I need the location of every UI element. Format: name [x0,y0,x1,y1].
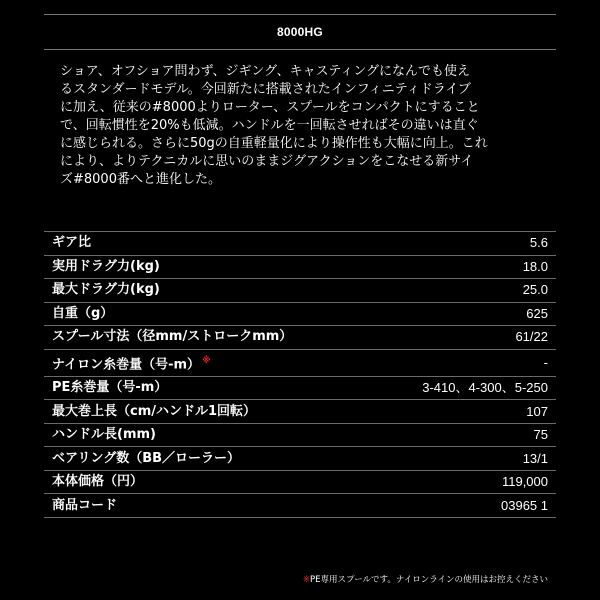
description-line: に加え、従来の#8000よりローター、スプールをコンパクトにすること [60,100,480,115]
footnote [303,573,548,585]
spec-row-nylon-capacity [44,349,556,376]
spec-value: 107 [374,400,556,424]
description-line: に感じられる。さらに50gの自重軽量化により操作性も大幅に向上。これ [60,136,488,151]
description-line: るスタンダードモデル。今回新たに搭載されたインフィニティドライブ [60,82,471,97]
spec-value: 3-410、4-300、5-250 [374,376,556,400]
spec-value: 119,000 [374,470,556,494]
product-description [60,63,550,189]
spec-row-weight [44,302,556,326]
spec-row-retrieve-length [44,400,556,424]
model-header [44,14,556,50]
spec-row-spool-size [44,326,556,350]
spec-row-drag-practical [44,255,556,279]
spec-row-pe-capacity [44,376,556,400]
spec-label: 実用ドラグ力(kg) [44,255,374,279]
spec-label: ナイロン糸巻量（号-m） [52,356,201,372]
spec-row-product-code [44,494,556,518]
spec-label: ベアリング数（BB／ローラー） [44,447,374,471]
spec-table [44,231,556,518]
spec-value: 625 [374,302,556,326]
spec-value: 5.6 [374,232,556,256]
spec-label: スプール寸法（径mm/ストロークmm） [44,326,374,350]
spec-value: 25.0 [374,279,556,303]
footnote-marker: ※ [302,575,310,585]
description-line: ショア、オフショア問わず、ジギング、キャスティングになんでも使え [60,64,471,79]
spec-value: 13/1 [374,447,556,471]
spec-row-handle-length [44,423,556,447]
spec-label: 最大ドラグ力(kg) [44,279,374,303]
spec-label: ギア比 [44,232,374,256]
spec-label: 商品コード [44,494,374,518]
spec-row-gear-ratio [44,232,556,256]
spec-value: 75 [374,423,556,447]
spec-label-cell [44,349,374,376]
spec-label: 自重（g） [44,302,374,326]
description-line: により、よりテクニカルに思いのままジグアクションをこなせる新サイ [60,154,474,169]
spec-value: 61/22 [374,326,556,350]
spec-label: PE糸巻量（号-m） [44,376,374,400]
footnote-text: PE専用スプールです。ナイロンラインの使用はお控えください [309,575,548,585]
footnote-marker: ※ [202,355,211,366]
spec-label: 最大巻上長（cm/ハンドル1回転） [44,400,374,424]
spec-row-price [44,470,556,494]
spec-value: 18.0 [374,255,556,279]
spec-row-bearings [44,447,556,471]
model-title: 8000HG [277,25,323,39]
description-line: ズ#8000番へと進化した。 [60,172,221,187]
spec-label: 本体価格（円） [44,470,374,494]
spec-label: ハンドル長(mm) [44,423,374,447]
spec-value: - [374,349,556,376]
spec-row-drag-max [44,279,556,303]
description-line: で、回転慣性を20%も低減。ハンドルを一回転させればその違いは直ぐ [60,118,479,133]
spec-value: 03965 1 [374,494,556,518]
